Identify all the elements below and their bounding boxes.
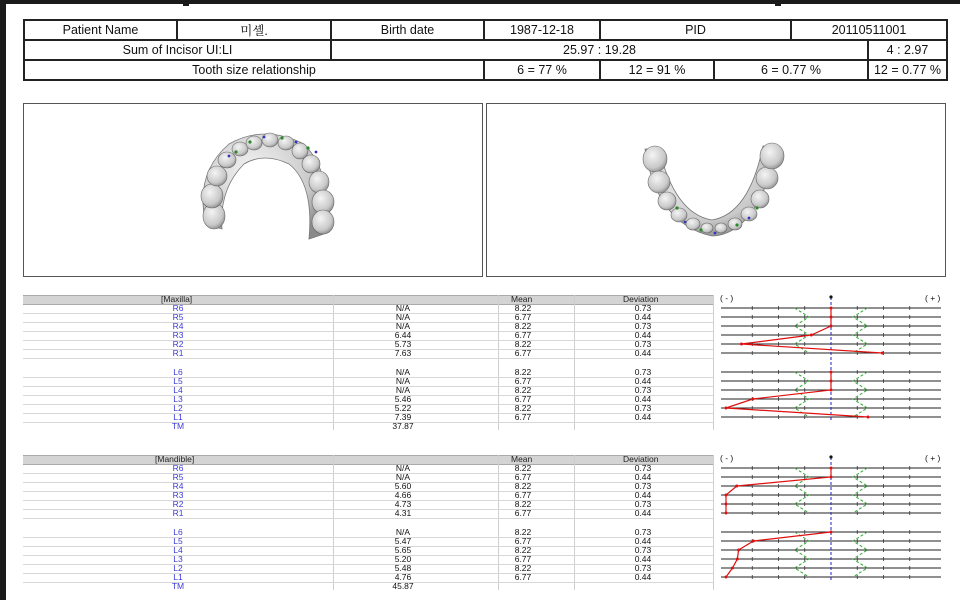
tooth-label: R2 bbox=[172, 499, 184, 509]
table-row[interactable] bbox=[23, 395, 713, 404]
deviation-line bbox=[726, 468, 831, 513]
window-top-border bbox=[0, 0, 960, 4]
table-row[interactable] bbox=[23, 573, 713, 582]
deviation-point bbox=[735, 485, 738, 488]
mean-value: 6.77 bbox=[514, 412, 532, 422]
mean-marker bbox=[829, 455, 832, 458]
tooth-label: R4 bbox=[172, 321, 184, 331]
deviation-value: 0.44 bbox=[634, 554, 652, 564]
deviation-value: 0.44 bbox=[634, 572, 652, 582]
mean-value: 6.77 bbox=[514, 312, 532, 322]
tooth-label: R5 bbox=[172, 312, 184, 322]
deviation-envelope bbox=[795, 308, 809, 353]
deviation-line bbox=[726, 372, 868, 417]
deviation-point bbox=[830, 467, 833, 470]
table-row[interactable] bbox=[23, 509, 713, 518]
table-row[interactable] bbox=[23, 331, 713, 340]
tooth-label: R4 bbox=[172, 481, 184, 491]
measured-value: N/A bbox=[395, 321, 411, 331]
mean-value: 6.77 bbox=[514, 490, 532, 500]
deviation-point bbox=[830, 476, 833, 479]
table-row[interactable] bbox=[23, 304, 713, 313]
tooth-label: L6 bbox=[173, 367, 183, 377]
deviation-envelope bbox=[795, 532, 809, 577]
measured-value: N/A bbox=[395, 527, 411, 537]
deviation-point bbox=[830, 371, 833, 374]
mean-value: 8.22 bbox=[514, 545, 532, 555]
mean-value: 6.77 bbox=[514, 348, 532, 358]
tm-value: 45.87 bbox=[392, 581, 414, 591]
deviation-value: 0.73 bbox=[634, 403, 652, 413]
birth-date-label: Birth date bbox=[331, 20, 484, 40]
mean-value: 8.22 bbox=[514, 385, 532, 395]
mean-value: 8.22 bbox=[514, 463, 532, 473]
measured-value: N/A bbox=[395, 472, 411, 482]
row-divider bbox=[23, 358, 713, 359]
mean-value: 8.22 bbox=[514, 563, 532, 573]
measured-value: 4.73 bbox=[394, 499, 412, 509]
tm-value: 37.87 bbox=[392, 421, 414, 431]
deviation-point bbox=[881, 352, 884, 355]
table-row[interactable] bbox=[23, 386, 713, 395]
table-row[interactable] bbox=[23, 464, 713, 473]
measured-value: 5.73 bbox=[394, 339, 412, 349]
deviation-point bbox=[725, 512, 728, 515]
mandible-title: [Mandible] bbox=[155, 454, 195, 464]
mean-value: 6.77 bbox=[514, 572, 532, 582]
maxilla-arch-model bbox=[24, 104, 482, 276]
plus-sign: ( + ) bbox=[925, 453, 941, 463]
deviation-value: 0.73 bbox=[634, 385, 652, 395]
mean-value: 8.22 bbox=[514, 481, 532, 491]
mean-value: 6.77 bbox=[514, 376, 532, 386]
table-row[interactable] bbox=[23, 482, 713, 491]
table-row[interactable] bbox=[23, 564, 713, 573]
table-row[interactable] bbox=[23, 537, 713, 546]
deviation-envelope bbox=[853, 372, 867, 417]
patient-info-table bbox=[23, 19, 948, 81]
maxilla-section bbox=[23, 293, 945, 433]
deviation-value: 0.73 bbox=[634, 321, 652, 331]
tooth-label: L4 bbox=[173, 545, 183, 555]
tooth-size-label: Tooth size relationship bbox=[24, 60, 484, 80]
measured-value: 5.48 bbox=[394, 563, 412, 573]
tooth-label: L4 bbox=[173, 385, 183, 395]
mean-value: 6.77 bbox=[514, 472, 532, 482]
deviation-value: 0.44 bbox=[634, 490, 652, 500]
table-row[interactable] bbox=[23, 546, 713, 555]
birth-date-value: 1987-12-18 bbox=[484, 20, 600, 40]
deviation-value: 0.44 bbox=[634, 376, 652, 386]
deviation-line bbox=[741, 308, 882, 353]
table-row[interactable] bbox=[23, 473, 713, 482]
incisor-sum-value: 25.97 : 19.28 bbox=[331, 40, 868, 60]
deviation-value: 0.73 bbox=[634, 367, 652, 377]
mandible-3d-view[interactable] bbox=[486, 103, 946, 277]
minus-sign: ( - ) bbox=[720, 293, 734, 303]
mean-marker bbox=[829, 295, 832, 298]
mandible-deviation-chart bbox=[717, 453, 945, 591]
deviation-point bbox=[740, 343, 743, 346]
deviation-header: Deviation bbox=[623, 454, 659, 464]
deviation-value: 0.73 bbox=[634, 563, 652, 573]
mean-value: 8.22 bbox=[514, 499, 532, 509]
mean-value: 8.22 bbox=[514, 339, 532, 349]
tooth-label: L5 bbox=[173, 376, 183, 386]
deviation-point bbox=[810, 334, 813, 337]
deviation-value: 0.44 bbox=[634, 472, 652, 482]
deviation-point bbox=[830, 325, 833, 328]
measured-value: N/A bbox=[395, 376, 411, 386]
plus-sign: ( + ) bbox=[925, 293, 941, 303]
mean-value: 8.22 bbox=[514, 321, 532, 331]
table-row[interactable] bbox=[23, 377, 713, 386]
tm-label: TM bbox=[171, 421, 185, 431]
deviation-header: Deviation bbox=[623, 294, 659, 304]
deviation-point bbox=[725, 576, 728, 579]
patient-name-label: Patient Name bbox=[24, 20, 177, 40]
total-row bbox=[23, 582, 713, 591]
deviation-value: 0.73 bbox=[634, 481, 652, 491]
tooth-label: L2 bbox=[173, 403, 183, 413]
mean-value: 6.77 bbox=[514, 330, 532, 340]
tooth-label: L1 bbox=[173, 572, 183, 582]
deviation-point bbox=[737, 549, 740, 552]
tooth-size-12-ratio: 12 = 0.77 % bbox=[868, 60, 947, 80]
measured-value: 4.31 bbox=[394, 508, 412, 518]
deviation-point bbox=[725, 494, 728, 497]
measured-value: N/A bbox=[395, 312, 411, 322]
deviation-line bbox=[726, 532, 831, 577]
mean-value: 8.22 bbox=[514, 303, 532, 313]
measured-value: 7.39 bbox=[394, 412, 412, 422]
deviation-value: 0.73 bbox=[634, 303, 652, 313]
measured-value: 4.66 bbox=[394, 490, 412, 500]
measured-value: N/A bbox=[395, 367, 411, 377]
deviation-envelope bbox=[795, 468, 809, 513]
column-divider bbox=[713, 455, 714, 590]
measured-value: 5.46 bbox=[394, 394, 412, 404]
pid-value: 20110511001 bbox=[791, 20, 947, 40]
deviation-point bbox=[830, 316, 833, 319]
measured-value: 6.44 bbox=[394, 330, 412, 340]
table-row[interactable] bbox=[23, 349, 713, 358]
deviation-point bbox=[830, 389, 833, 392]
table-row[interactable] bbox=[23, 340, 713, 349]
table-row[interactable] bbox=[23, 313, 713, 322]
mean-value: 6.77 bbox=[514, 536, 532, 546]
mean-value: 6.77 bbox=[514, 554, 532, 564]
mean-value: 8.22 bbox=[514, 527, 532, 537]
deviation-value: 0.73 bbox=[634, 527, 652, 537]
tooth-label: L2 bbox=[173, 563, 183, 573]
mandible-arch-model bbox=[487, 104, 945, 276]
measured-value: 5.60 bbox=[394, 481, 412, 491]
deviation-point bbox=[725, 503, 728, 506]
tooth-size-6-ratio: 6 = 0.77 % bbox=[714, 60, 868, 80]
table-row[interactable] bbox=[23, 528, 713, 537]
incisor-ratio-value: 4 : 2.97 bbox=[868, 40, 947, 60]
deviation-value: 0.73 bbox=[634, 499, 652, 509]
measured-value: 5.20 bbox=[394, 554, 412, 564]
deviation-value: 0.73 bbox=[634, 545, 652, 555]
table-row[interactable] bbox=[23, 404, 713, 413]
deviation-point bbox=[731, 567, 734, 570]
tooth-label: R5 bbox=[172, 472, 184, 482]
tooth-size-6: 6 = 77 % bbox=[484, 60, 600, 80]
deviation-value: 0.44 bbox=[634, 330, 652, 340]
tooth-label: L3 bbox=[173, 554, 183, 564]
deviation-value: 0.44 bbox=[634, 536, 652, 546]
maxilla-title: [Maxilla] bbox=[161, 294, 193, 304]
tooth-label: R1 bbox=[172, 508, 184, 518]
tooth-label: L3 bbox=[173, 394, 183, 404]
row-divider bbox=[23, 518, 713, 519]
mandible-section bbox=[23, 453, 945, 593]
table-row[interactable] bbox=[23, 491, 713, 500]
measured-value: 4.76 bbox=[394, 572, 412, 582]
table-row[interactable] bbox=[23, 368, 713, 377]
deviation-point bbox=[751, 398, 754, 401]
table-row[interactable] bbox=[23, 413, 713, 422]
deviation-point bbox=[830, 531, 833, 534]
deviation-value: 0.73 bbox=[634, 339, 652, 349]
pid-label: PID bbox=[600, 20, 791, 40]
patient-name-value: 미셸. bbox=[177, 20, 331, 40]
deviation-envelope bbox=[853, 468, 867, 513]
deviation-point bbox=[866, 416, 869, 419]
table-row[interactable] bbox=[23, 500, 713, 509]
maxilla-chart-svg bbox=[717, 293, 945, 431]
measured-value: N/A bbox=[395, 303, 411, 313]
column-divider bbox=[713, 295, 714, 430]
minus-sign: ( - ) bbox=[720, 453, 734, 463]
tooth-label: R6 bbox=[172, 303, 184, 313]
mean-value: 8.22 bbox=[514, 403, 532, 413]
deviation-point bbox=[830, 307, 833, 310]
tooth-label: L5 bbox=[173, 536, 183, 546]
measured-value: 5.65 bbox=[394, 545, 412, 555]
mean-value: 6.77 bbox=[514, 394, 532, 404]
deviation-value: 0.44 bbox=[634, 508, 652, 518]
tooth-label: R2 bbox=[172, 339, 184, 349]
deviation-point bbox=[725, 407, 728, 410]
total-row bbox=[23, 422, 713, 431]
incisor-sum-label: Sum of Incisor UI:LI bbox=[24, 40, 331, 60]
tm-label: TM bbox=[171, 581, 185, 591]
maxilla-3d-view[interactable] bbox=[23, 103, 483, 277]
table-row[interactable] bbox=[23, 322, 713, 331]
mean-header: Mean bbox=[511, 454, 533, 464]
deviation-point bbox=[752, 540, 755, 543]
tooth-label: R3 bbox=[172, 490, 184, 500]
deviation-value: 0.44 bbox=[634, 412, 652, 422]
tooth-size-12: 12 = 91 % bbox=[600, 60, 714, 80]
tooth-label: R6 bbox=[172, 463, 184, 473]
tooth-label: R1 bbox=[172, 348, 184, 358]
border-notch bbox=[183, 0, 189, 6]
deviation-value: 0.73 bbox=[634, 463, 652, 473]
window-left-border bbox=[0, 0, 6, 600]
measured-value: 7.63 bbox=[394, 348, 412, 358]
maxilla-deviation-chart bbox=[717, 293, 945, 431]
mean-header: Mean bbox=[511, 294, 533, 304]
measured-value: 5.47 bbox=[394, 536, 412, 546]
deviation-point bbox=[830, 380, 833, 383]
tooth-label: L6 bbox=[173, 527, 183, 537]
tooth-label: R3 bbox=[172, 330, 184, 340]
border-notch bbox=[775, 0, 781, 6]
mean-value: 8.22 bbox=[514, 367, 532, 377]
deviation-envelope bbox=[853, 532, 867, 577]
measured-value: N/A bbox=[395, 463, 411, 473]
deviation-envelope bbox=[853, 308, 867, 353]
deviation-value: 0.44 bbox=[634, 312, 652, 322]
deviation-point bbox=[736, 558, 739, 561]
table-row[interactable] bbox=[23, 555, 713, 564]
deviation-value: 0.44 bbox=[634, 394, 652, 404]
measured-value: 5.22 bbox=[394, 403, 412, 413]
deviation-value: 0.44 bbox=[634, 348, 652, 358]
tooth-label: L1 bbox=[173, 412, 183, 422]
measured-value: N/A bbox=[395, 385, 411, 395]
mandible-chart-svg bbox=[717, 453, 945, 591]
mean-value: 6.77 bbox=[514, 508, 532, 518]
